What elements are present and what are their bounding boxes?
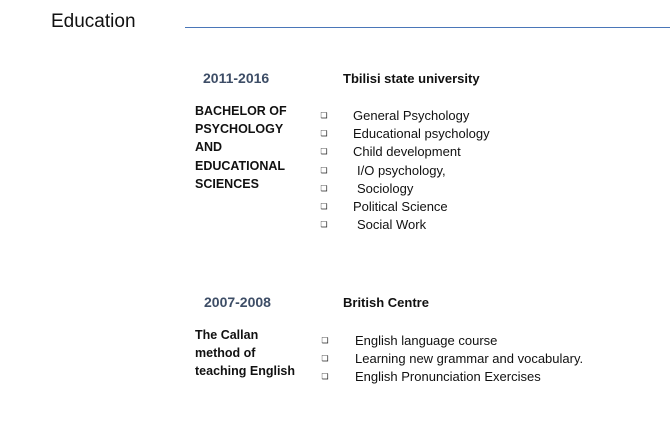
course-label: Political Science [353, 198, 448, 214]
section-divider [185, 27, 670, 28]
degree-line: BACHELOR OF [195, 104, 287, 118]
checkbox-bullet-icon: ❏ [320, 183, 328, 193]
checkbox-bullet-icon: ❏ [321, 336, 329, 345]
checkbox-bullet-icon: ❏ [320, 111, 328, 120]
checkbox-bullet-icon: ❏ [320, 165, 328, 175]
checkbox-bullet-icon: ❏ [320, 220, 328, 230]
section-title: Education [51, 11, 136, 32]
entry-institution: British Centre [343, 295, 429, 310]
course-label: Social Work [357, 217, 427, 233]
entry-degree [195, 102, 305, 193]
course-label: Sociology [357, 180, 414, 196]
course-label: General Psychology [353, 108, 470, 123]
checkbox-bullet-icon: ❏ [321, 354, 329, 364]
course-label: Educational psychology [353, 126, 490, 142]
course-label: Child development [353, 144, 461, 160]
degree-line: AND [195, 140, 223, 155]
course-label: Learning new grammar and vocabulary. [355, 351, 584, 367]
degree-line: PSYCHOLOGY [195, 122, 284, 137]
course-label: English Pronunciation Exercises [355, 369, 541, 385]
entry-institution: Tbilisi state university [343, 71, 480, 86]
degree-line: method of [195, 346, 256, 361]
entry-degree [195, 326, 305, 381]
course-label: English language course [355, 333, 498, 348]
degree-line: EDUCATIONAL [195, 158, 286, 173]
degree-line: The Callan [195, 328, 259, 342]
checkbox-bullet-icon: ❏ [320, 201, 328, 211]
checkbox-bullet-icon: ❏ [321, 372, 329, 382]
degree-line: SCIENCES [195, 176, 259, 191]
checkbox-bullet-icon: ❏ [320, 147, 328, 157]
entry-years: 2007-2008 [204, 294, 271, 310]
course-label: I/O psychology, [357, 162, 446, 178]
degree-line: teaching English [195, 364, 296, 379]
checkbox-bullet-icon: ❏ [320, 129, 328, 139]
entry-years: 2011-2016 [203, 70, 270, 86]
